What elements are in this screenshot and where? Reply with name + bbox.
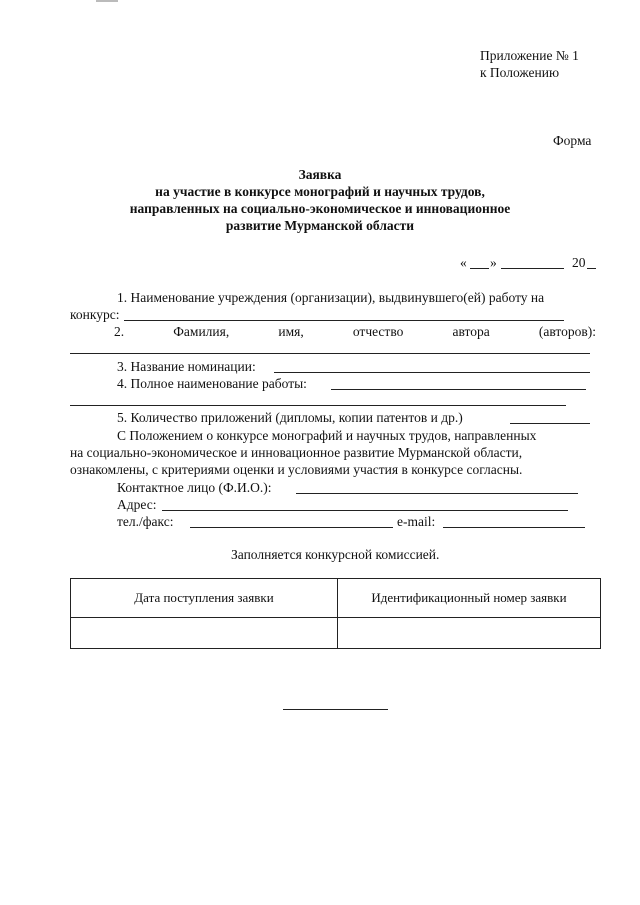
date-month-field[interactable]: [501, 268, 564, 269]
title-line4: развитие Мурманской области: [225, 218, 415, 233]
table-header-row: [71, 579, 601, 618]
email-field[interactable]: [443, 527, 585, 528]
agreement-line3: ознакомлены, с критериями оценки и условиями участия в конкурсе согласны.: [70, 462, 523, 477]
contact-person-field[interactable]: [296, 493, 578, 494]
appendix-line2: к Положению: [480, 65, 560, 80]
phone-field[interactable]: [190, 527, 393, 528]
title-line2: на участие в конкурсе монографий и научных трудов,: [155, 184, 485, 199]
date-open-quote: «: [460, 255, 467, 270]
scan-mark: [96, 0, 118, 2]
registration-table: [70, 578, 601, 649]
date-year-field[interactable]: [587, 268, 596, 269]
date-close-quote: »: [490, 255, 497, 270]
author-names-field[interactable]: [70, 353, 590, 354]
item2-word: Фамилия,: [173, 324, 230, 339]
nomination-field[interactable]: [274, 372, 590, 373]
item2-word: (авторов):: [538, 324, 596, 339]
item2-word: отчество: [352, 324, 404, 339]
item3-label: 3. Название номинации:: [117, 359, 256, 374]
item1-label-cont: конкурс:: [70, 307, 120, 322]
date-year-prefix: 20: [572, 255, 586, 270]
address-label: Адрес:: [117, 497, 157, 512]
item1-label: 1. Наименование учреждения (организации), выдвинувшего(ей) работу на: [117, 290, 545, 305]
form-label: Форма: [553, 133, 592, 148]
table-header-cell: Дата поступления заявки: [71, 579, 338, 618]
title-line3: направленных на социально-экономическое и инновационное: [129, 201, 511, 216]
email-label: e-mail:: [397, 514, 436, 529]
date-day-field[interactable]: [470, 268, 489, 269]
table-header-cell: Идентификационный номер заявки: [338, 579, 601, 618]
organization-field[interactable]: [124, 320, 564, 321]
item5-label: 5. Количество приложений (дипломы, копии патентов и др.): [117, 410, 463, 425]
table-cell-date[interactable]: [71, 618, 338, 649]
agreement-line1: С Положением о конкурсе монографий и научных трудов, направленных: [117, 428, 537, 443]
work-title-field[interactable]: [331, 389, 586, 390]
address-field[interactable]: [162, 510, 568, 511]
bottom-separator: [283, 709, 388, 710]
commission-note: Заполняется конкурсной комиссией.: [231, 547, 440, 562]
appendix-line1: Приложение № 1: [480, 48, 579, 63]
work-title-field-cont[interactable]: [70, 405, 566, 406]
table-cell-id[interactable]: [338, 618, 601, 649]
item2-label: [114, 324, 596, 340]
phone-label: тел./факс:: [117, 514, 174, 529]
contact-person-label: Контактное лицо (Ф.И.О.):: [117, 480, 272, 495]
title-line1: Заявка: [298, 167, 342, 182]
item2-word: 2.: [114, 324, 125, 339]
attachments-count-field[interactable]: [510, 423, 590, 424]
item4-label: 4. Полное наименование работы:: [117, 376, 307, 391]
table-row: [71, 618, 601, 649]
item2-word: имя,: [278, 324, 304, 339]
agreement-line2: на социально-экономическое и инновационное развитие Мурманской области,: [70, 445, 523, 460]
item2-word: автора: [452, 324, 490, 339]
